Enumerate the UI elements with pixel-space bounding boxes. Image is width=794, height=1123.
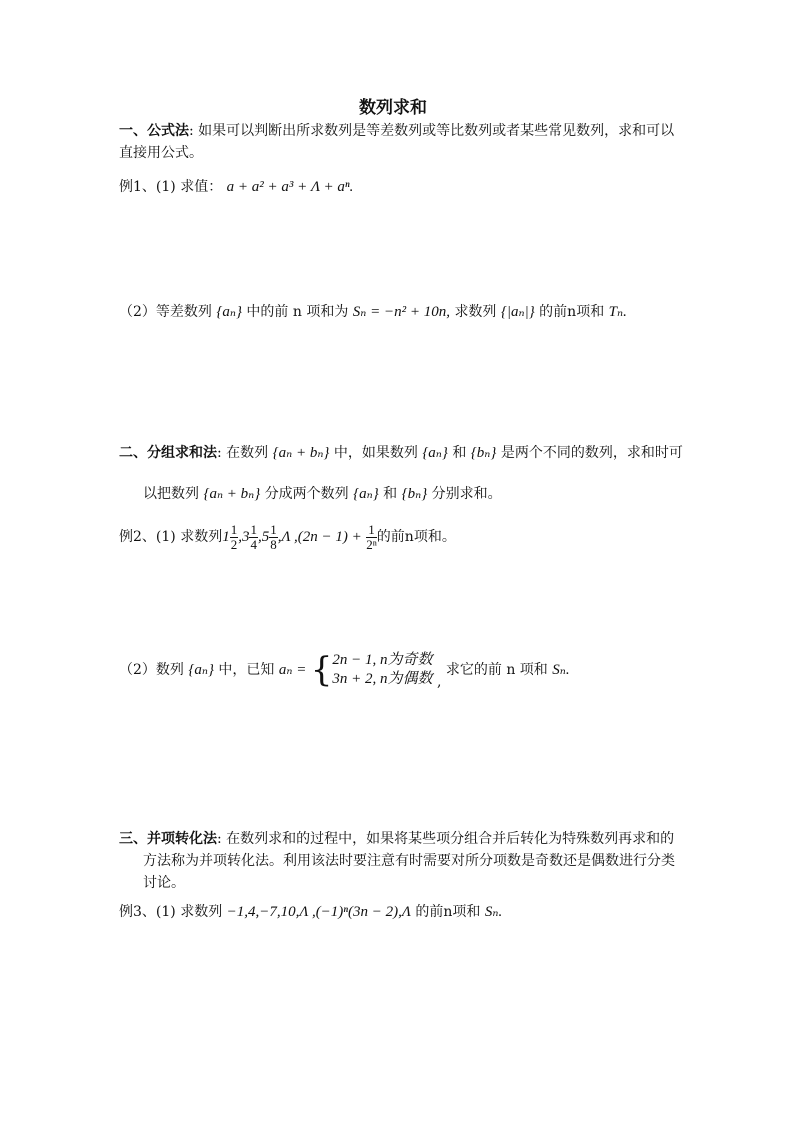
- tn-symbol: Tₙ.: [608, 304, 627, 320]
- fraction-1-2n: [366, 523, 377, 552]
- whole-3: ,3: [238, 529, 250, 545]
- fraction-1-4: [249, 523, 258, 552]
- section-1-line-2: 直接用公式。: [119, 145, 203, 161]
- section-3-line-1: [119, 829, 674, 849]
- example-2-label: 例2、(1) 求数列: [119, 529, 223, 545]
- sn-symbol: Sₙ.: [484, 904, 503, 920]
- fraction-denominator: 2ⁿ: [366, 536, 377, 552]
- section-2-text-h: 分别求和。: [431, 486, 502, 502]
- section-1-text: : 如果可以判断出所求数列是等差数列或等比数列或者某些常见数列，求和可以: [189, 123, 675, 139]
- example-1-part-2-mid: 中的前 n 项和为: [246, 304, 349, 320]
- sequence-bn: {bₙ}: [401, 486, 428, 502]
- example-3-sequence: −1,4,−7,10,Λ ,(−1)ⁿ(3n − 2),Λ: [226, 904, 411, 920]
- page-title: 数列求和: [359, 98, 427, 118]
- sn-symbol: Sₙ.: [552, 662, 570, 678]
- section-2-text-a: : 在数列: [217, 445, 269, 461]
- sequence-abs-an: {|aₙ|}: [500, 304, 535, 320]
- section-2-line-2: [143, 484, 502, 504]
- an-equals: aₙ =: [278, 662, 307, 678]
- example-1-part-2-prefix: （2）等差数列: [119, 304, 212, 320]
- fraction-1-8: [269, 523, 278, 552]
- section-2-text-d: 是两个不同的数列，求和时可: [500, 445, 683, 461]
- section-2-text-f: 分成两个数列: [264, 486, 349, 502]
- example-1-formula: a + a² + a³ + Λ + aⁿ.: [226, 179, 354, 195]
- section-3-line-3: 讨论。: [143, 875, 185, 891]
- sequence-bn: {bₙ}: [470, 445, 497, 461]
- whole-5: ,5: [257, 529, 270, 545]
- sequence-an-plus-bn: {aₙ + bₙ}: [272, 445, 330, 461]
- section-1-line-1: [119, 121, 674, 141]
- example-2-part-2: [119, 650, 570, 702]
- sn-formula: Sₙ = −n² + 10n,: [352, 304, 450, 320]
- sequence-an: {aₙ}: [353, 486, 379, 502]
- fraction-numerator: 1: [250, 521, 257, 537]
- example-2-part-2-prefix: （2）数列: [119, 662, 184, 678]
- section-2-heading: 二、分组求和法: [119, 445, 217, 461]
- section-2-text-b: 中，如果数列: [333, 445, 418, 461]
- case-odd: 2n − 1, n为奇数: [332, 652, 433, 668]
- example-1-part-1: [119, 177, 353, 197]
- fraction-denominator: 4: [250, 536, 257, 552]
- fraction-numerator: 1: [270, 521, 277, 537]
- example-1-part-2-mid2: 求数列: [454, 304, 497, 320]
- section-2-line-1: [119, 443, 683, 463]
- example-3-part-1: [119, 902, 502, 922]
- fraction-1-2: [230, 523, 239, 552]
- section-3-line-2: 方法称为并项转化法。利用该法时要注意有时需要对所分项数是奇数还是偶数进行分类: [143, 853, 675, 869]
- example-3-label: 例3、(1) 求数列: [119, 904, 223, 920]
- sequence-an: {aₙ}: [216, 304, 242, 320]
- section-3-text-1: : 在数列求和的过程中，如果将某些项分组合并后转化为特殊数列再求和的: [217, 831, 675, 847]
- section-3-heading: 三、并项转化法: [119, 831, 217, 847]
- section-2-text-g: 和: [383, 486, 398, 502]
- example-2-part-2-mid: 中，已知: [218, 662, 275, 678]
- comma: ,: [436, 674, 442, 690]
- example-1-part-2: [119, 302, 627, 322]
- sequence-an-plus-bn: {aₙ + bₙ}: [203, 486, 261, 502]
- fraction-numerator: 1: [366, 523, 377, 538]
- example-2-part-1: [119, 520, 456, 554]
- left-brace-icon: {: [310, 650, 333, 690]
- section-2-text-e: 以把数列: [143, 486, 199, 502]
- example-1-label: 例1、(1) 求值：: [119, 179, 223, 195]
- piecewise-cases: [332, 651, 432, 689]
- example-2-part-2-tail: 求它的前 n 项和: [445, 662, 548, 678]
- fraction-denominator: 2: [230, 536, 238, 552]
- sequence-an: {aₙ}: [422, 445, 448, 461]
- fraction-denominator: 8: [270, 536, 277, 552]
- example-3-tail: 的前n项和: [415, 904, 481, 920]
- whole-1: 1: [222, 529, 230, 545]
- sequence-an: {aₙ}: [188, 662, 214, 678]
- section-1-heading: 一、公式法: [119, 123, 189, 139]
- case-even: 3n + 2, n为偶数: [332, 671, 433, 687]
- example-1-part-2-tail: 的前n项和: [539, 304, 605, 320]
- example-2-tail: 的前n项和。: [376, 529, 456, 545]
- fraction-numerator: 1: [230, 521, 238, 537]
- sequence-general-term: ,Λ ,(2n − 1) +: [277, 529, 362, 545]
- section-2-text-c: 和: [452, 445, 467, 461]
